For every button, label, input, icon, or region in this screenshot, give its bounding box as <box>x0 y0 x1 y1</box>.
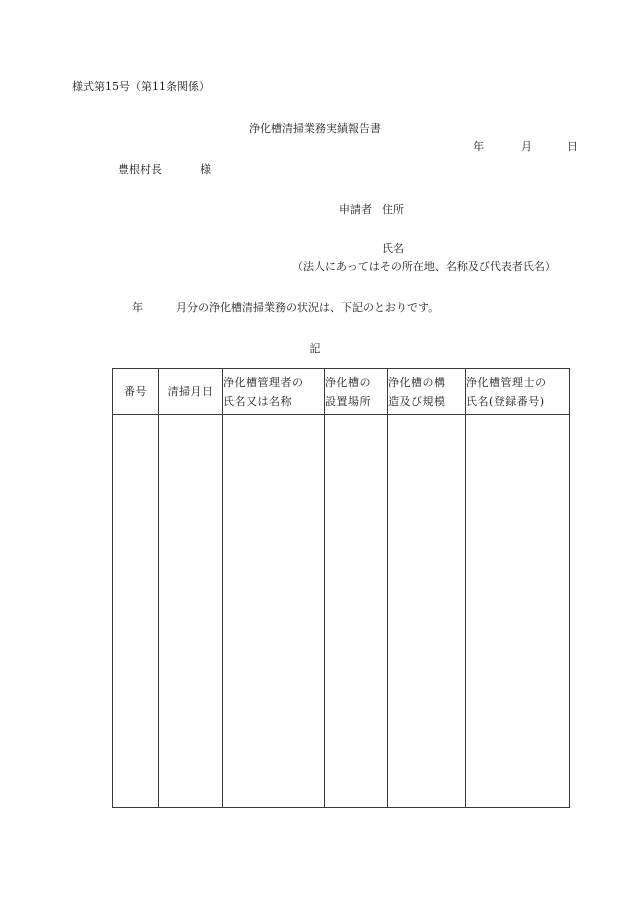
column-header-manager-name-line1: 浄化槽管理者の <box>223 375 304 389</box>
column-header-location <box>325 369 388 415</box>
table-cell-location[interactable] <box>325 415 388 808</box>
column-header-manager-name-line2: 氏名又は名称 <box>223 394 292 408</box>
name-label: 氏名 <box>382 242 404 255</box>
date-month-label: 月 <box>521 140 532 153</box>
table-header-row <box>113 369 570 415</box>
table-row <box>113 415 570 808</box>
column-header-structure-line1: 浄化槽の構 <box>388 375 446 389</box>
table-cell-cleaning-date[interactable] <box>159 415 223 808</box>
table-cell-manager-name[interactable] <box>223 415 325 808</box>
column-header-technician <box>466 369 570 415</box>
column-header-cleaning-date <box>159 369 223 415</box>
column-header-location-line1: 浄化槽の <box>325 375 371 389</box>
column-header-manager-name <box>223 369 325 415</box>
address-label: 住所 <box>382 203 404 216</box>
ki-heading: 記 <box>309 342 321 355</box>
table-cell-structure[interactable] <box>388 415 466 808</box>
recipient-honorific: 様 <box>200 163 211 176</box>
statement-body: 月分の浄化槽清掃業務の状況は、下記のとおりです。 <box>176 301 440 314</box>
recipient-name: 豊根村長 <box>118 163 162 176</box>
statement-year-label: 年 <box>132 301 143 314</box>
column-header-cleaning-date-text: 清掃月日 <box>167 385 214 398</box>
corporation-note: （法人にあってはその所在地、名称及び代表者氏名） <box>292 260 556 273</box>
date-year-label: 年 <box>473 140 484 153</box>
applicant-label: 申請者 <box>339 203 372 216</box>
records-table <box>112 368 570 808</box>
form-number: 様式第15号（第11条関係） <box>72 80 210 93</box>
table-cell-technician[interactable] <box>466 415 570 808</box>
column-header-number-text: 番号 <box>124 385 147 398</box>
column-header-structure-line2: 造及び規模 <box>388 394 446 408</box>
date-day-label: 日 <box>567 140 578 153</box>
column-header-structure <box>388 369 466 415</box>
column-header-number <box>113 369 159 415</box>
document-title: 浄化槽清掃業務実績報告書 <box>249 122 381 135</box>
table-cell-number[interactable] <box>113 415 159 808</box>
column-header-technician-line1: 浄化槽管理士の <box>466 375 547 389</box>
column-header-location-line2: 設置場所 <box>325 394 371 408</box>
column-header-technician-line2: 氏名(登録番号) <box>466 394 545 408</box>
